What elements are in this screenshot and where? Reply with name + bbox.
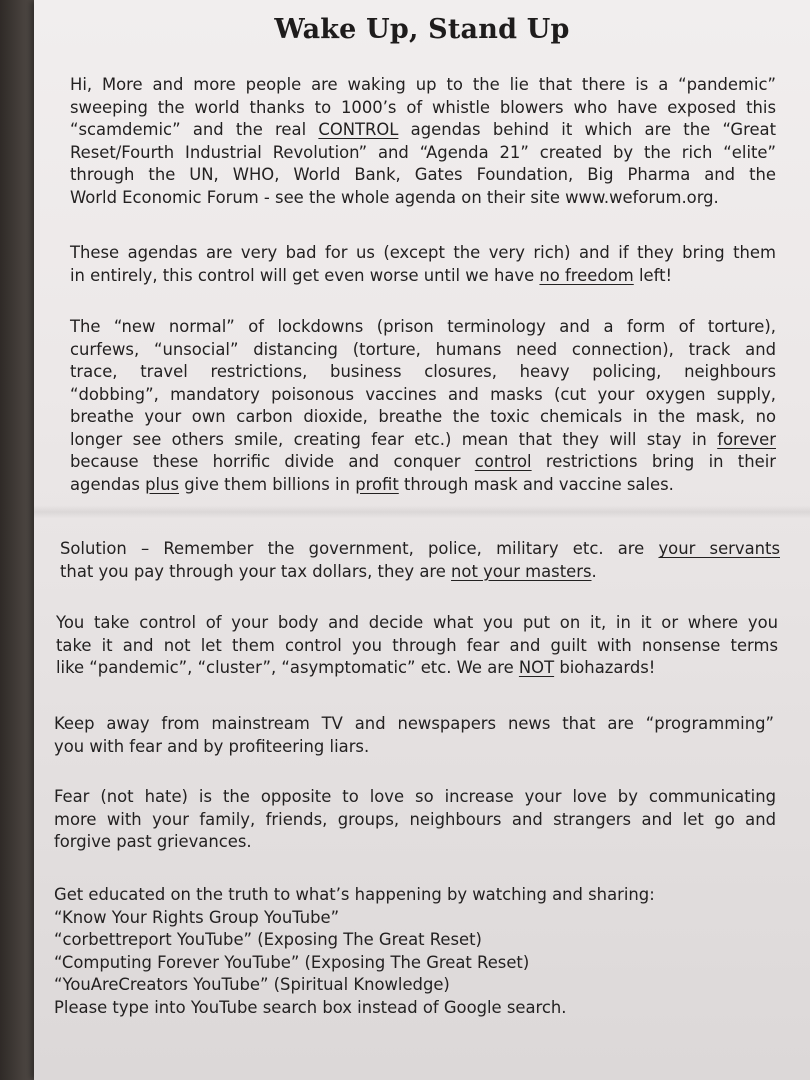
underlined-word: plus: [145, 474, 180, 494]
text-line: curfews, “unsocial” distancing (torture, humans need connection), track and: [70, 339, 776, 359]
paragraph-get-educated: [54, 884, 774, 1019]
text-line: World Economic Forum - see the whole agenda on their site www.weforum.org.: [70, 187, 719, 207]
underlined-word: not your masters: [451, 561, 592, 581]
paragraph-intro: [70, 74, 776, 209]
text-line: more with your family, friends, groups, neighbours and strangers and let go and: [54, 809, 776, 829]
underlined-word: profit: [355, 474, 399, 494]
underlined-word: NOT: [518, 658, 555, 677]
paragraph-mainstream-media: [54, 713, 774, 758]
underlined-word: your servants: [658, 539, 780, 558]
text-line: breathe your own carbon dioxide, breathe the toxic chemicals in the mask, no: [70, 407, 776, 426]
text-line: agendas plus give them billions in profit through mask and vaccine sales.: [70, 474, 674, 494]
text-line: Fear (not hate) is the opposite to love so increase your love by communicating: [54, 787, 776, 806]
text-line: in entirely, this control will get even worse until we have no freedom left!: [70, 265, 673, 285]
text-line: You take control of your body and decide what you put on it, in it or where you: [56, 613, 778, 632]
flyer-title: Wake Up, Stand Up: [274, 14, 570, 45]
paragraph-agendas: [70, 242, 776, 287]
text-line: take it and not let them control you through fear and guilt with nonsense terms: [56, 635, 778, 655]
list-item: “corbettreport YouTube” (Exposing The Great Reset): [54, 930, 482, 949]
underlined-word: control: [474, 452, 532, 471]
text-line: like “pandemic”, “cluster”, “asymptomatic” etc. We are NOT biohazards!: [56, 658, 656, 677]
paragraph-solution: [60, 538, 780, 583]
list-item: “Computing Forever YouTube” (Exposing The Great Reset): [54, 952, 530, 972]
text-line: trace, travel restrictions, business closures, heavy policing, neighbours: [70, 362, 776, 381]
text-line: you with fear and by profiteering liars.: [54, 736, 370, 756]
list-item: “YouAreCreators YouTube” (Spiritual Knowledge): [54, 975, 450, 994]
text-line: Get educated on the truth to what’s happening by watching and sharing:: [54, 885, 655, 904]
text-line: Hi, More and more people are waking up to the lie that there is a “pandemic”: [70, 75, 776, 94]
text-line: longer see others smile, creating fear etc.) mean that they will stay in forever: [70, 429, 776, 449]
text-line: These agendas are very bad for us (except the very rich) and if they bring them: [70, 243, 776, 262]
text-line: The “new normal” of lockdowns (prison terminology and a form of torture),: [70, 317, 776, 336]
text-line: Reset/Fourth Industrial Revolution” and “Agenda 21” created by the rich “elite”: [70, 142, 776, 162]
list-item: “Know Your Rights Group YouTube”: [54, 907, 340, 927]
text-line: that you pay through your tax dollars, they are not your masters.: [60, 561, 597, 581]
underlined-word: no freedom: [539, 265, 634, 285]
underlined-word: forever: [717, 429, 776, 449]
text-line: because these horrific divide and conquer control restrictions bring in their: [70, 452, 776, 471]
flyer-page: [34, 0, 810, 1080]
underlined-word: CONTROL: [318, 120, 399, 139]
text-line: through the UN, WHO, World Bank, Gates Foundation, Big Pharma and the: [70, 165, 776, 184]
text-line: sweeping the world thanks to 1000’s of whistle blowers who have exposed this: [70, 97, 776, 117]
text-line: Please type into YouTube search box instead of Google search.: [54, 997, 567, 1017]
text-line: forgive past grievances.: [54, 832, 252, 851]
paper-fold-crease: [34, 505, 810, 519]
text-line: “dobbing”, mandatory poisonous vaccines and masks (cut your oxygen supply,: [70, 384, 776, 404]
paragraph-fear-love: [54, 786, 776, 854]
text-line: “scamdemic” and the real CONTROL agendas behind it which are the “Great: [70, 120, 776, 139]
paragraph-take-control: [56, 612, 778, 680]
text-line: Solution – Remember the government, police, military etc. are your servants: [60, 539, 780, 558]
text-line: Keep away from mainstream TV and newspapers news that are “programming”: [54, 714, 774, 733]
paragraph-new-normal: [70, 316, 776, 496]
